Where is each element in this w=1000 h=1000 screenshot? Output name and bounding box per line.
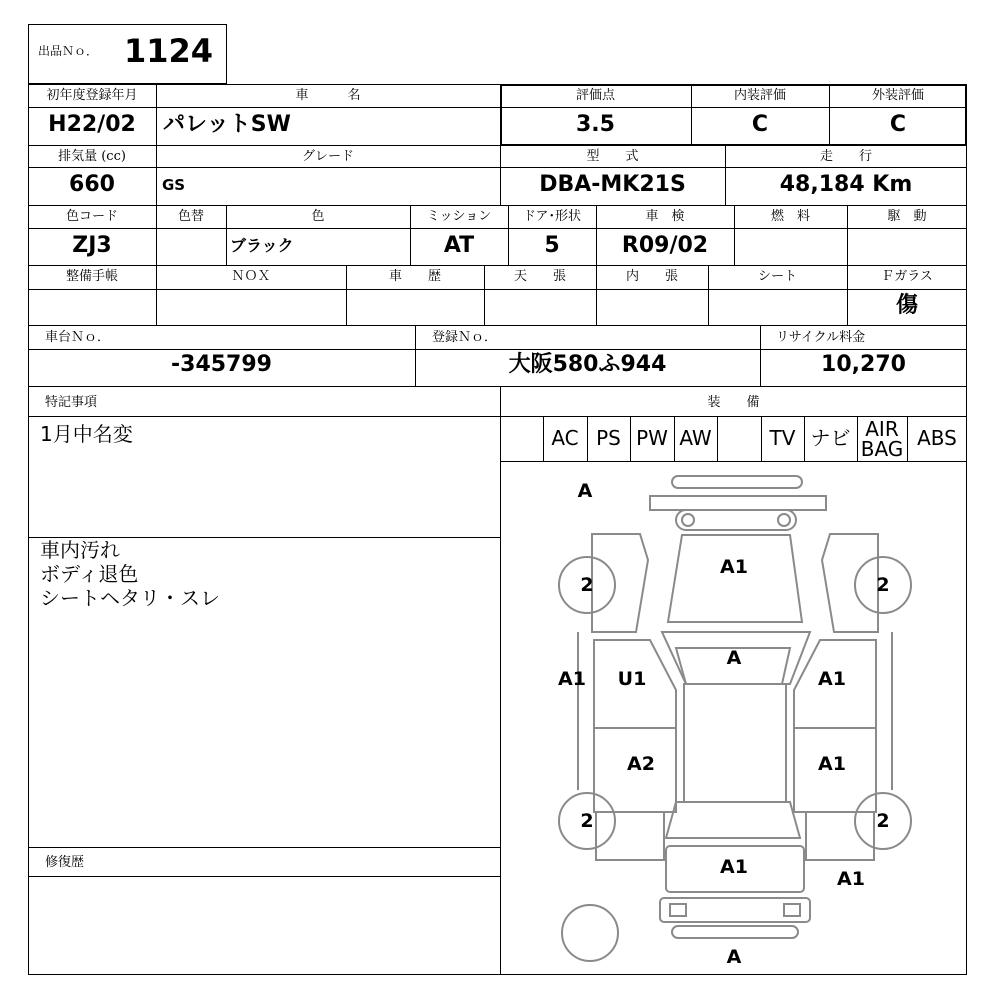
grade-label: グレード	[301, 149, 354, 164]
mark-wheel-rl: 2	[580, 810, 594, 832]
equipment-pw: PW	[636, 426, 668, 450]
first-reg-label: 初年度登録年月	[46, 88, 138, 103]
car-damage-diagram	[501, 462, 967, 974]
spare-wheel-shape	[562, 905, 618, 961]
chassis-no-value: -345799	[171, 352, 272, 377]
equipment-ps: PS	[596, 426, 621, 450]
inspection-value: R09/02	[621, 233, 709, 258]
notes-label: 特記事項	[45, 395, 98, 410]
mark-left-rear-door: A2	[627, 753, 655, 775]
rear-bumper-shape	[660, 898, 810, 922]
recycle-fee-label: リサイクル料金	[776, 330, 866, 345]
mark-right-front-door: A1	[818, 668, 846, 690]
service-book-label: 整備手帳	[65, 269, 118, 284]
interior-score-value: C	[751, 112, 769, 137]
nox-label: ＮＯＸ	[231, 269, 271, 284]
grade-value: GS	[162, 176, 186, 194]
mileage-label: 走 行	[819, 149, 872, 164]
score-value: 3.5	[576, 112, 615, 137]
mark-wheel-fl: 2	[580, 574, 594, 596]
front-bumper-shape	[672, 476, 802, 488]
front-glass-value: 傷	[895, 293, 918, 318]
door-label: ドア･形状	[522, 209, 582, 224]
door-value: 5	[544, 233, 560, 258]
reg-no-label: 登録Ｎｏ．	[432, 330, 498, 345]
equipment-label: 装 備	[707, 395, 760, 410]
equipment-aw: AW	[679, 426, 712, 450]
right-front-fender-shape	[822, 534, 878, 632]
equipment-tv: TV	[769, 426, 796, 450]
mark-tailgate: A1	[720, 856, 748, 878]
mark-wheel-rr: 2	[876, 810, 890, 832]
displacement-label: 排気量 (cc)	[58, 149, 126, 164]
note-line-2: 車内汚れ	[40, 538, 120, 562]
equipment-ac: AC	[551, 426, 579, 450]
note-line-3: ボディ退色	[40, 562, 139, 586]
roof-label: 天 張	[513, 269, 566, 284]
score-label: 評価点	[575, 88, 615, 103]
drive-label: 駆 動	[887, 209, 927, 224]
first-reg-value: H22/02	[48, 112, 136, 137]
color-change-label: 色替	[177, 209, 204, 224]
interior-score-label: 内装評価	[733, 88, 786, 103]
mark-right-rear-quarter: A1	[837, 868, 865, 890]
color-code-value: ZJ3	[72, 233, 112, 258]
lot-number: 1124	[124, 32, 214, 70]
front-grille-shape	[650, 496, 826, 510]
mark-left-front-door: U1	[617, 668, 647, 690]
car-name-value: パレットSW	[163, 112, 291, 137]
equipment-abs: ABS	[917, 426, 957, 450]
reg-no-value: 大阪580ふ944	[508, 352, 667, 377]
model-label: 型 式	[586, 149, 639, 164]
mission-value: AT	[443, 233, 475, 258]
interior-trim-label: 内 張	[625, 269, 678, 284]
displacement-value: 660	[69, 172, 115, 197]
equipment-airbag-line1: AIR	[865, 417, 899, 441]
equipment-airbag-line2: BAG	[860, 437, 904, 461]
note-line-1: 1月中名変	[40, 422, 133, 446]
mileage-value: 48,184 Km	[779, 172, 913, 197]
mark-right-rear-door: A1	[818, 753, 846, 775]
fuel-label: 燃 料	[770, 209, 810, 224]
color-code-label: 色コード	[65, 209, 118, 224]
color-value: ブラック	[230, 236, 294, 255]
model-value: DBA-MK21S	[539, 172, 686, 197]
mark-left-front-fender: A1	[558, 668, 586, 690]
note-line-4: シートヘタリ・スレ	[40, 586, 220, 610]
left-front-fender-shape	[592, 534, 648, 632]
equipment-navi: ナビ	[810, 426, 851, 450]
seat-label: シート	[757, 269, 797, 284]
mark-hood: A1	[720, 556, 748, 578]
color-label: 色	[311, 209, 325, 224]
mark-wheel-fr: 2	[876, 574, 890, 596]
mission-label: ミッション	[426, 209, 492, 224]
mark-rear-bumper: A	[726, 946, 742, 968]
inspection-label: 車 検	[645, 209, 685, 224]
vehicle-history-label: 車 歴	[388, 269, 441, 284]
repair-history-label: 修復歴	[45, 855, 85, 870]
roof-shape	[684, 684, 786, 802]
exterior-score-label: 外装評価	[871, 88, 924, 103]
recycle-fee-value: 10,270	[821, 352, 906, 377]
chassis-no-label: 車台Ｎｏ．	[45, 330, 111, 345]
mark-front-bumper: A	[577, 480, 593, 502]
car-name-label: 車 名	[295, 88, 361, 103]
exterior-score-value: C	[889, 112, 907, 137]
lot-number-label: 出品Ｎｏ．	[38, 44, 99, 58]
mark-windshield: A	[726, 647, 742, 669]
front-glass-label: Ｆガラス	[881, 269, 933, 284]
hood-shape	[668, 535, 802, 622]
